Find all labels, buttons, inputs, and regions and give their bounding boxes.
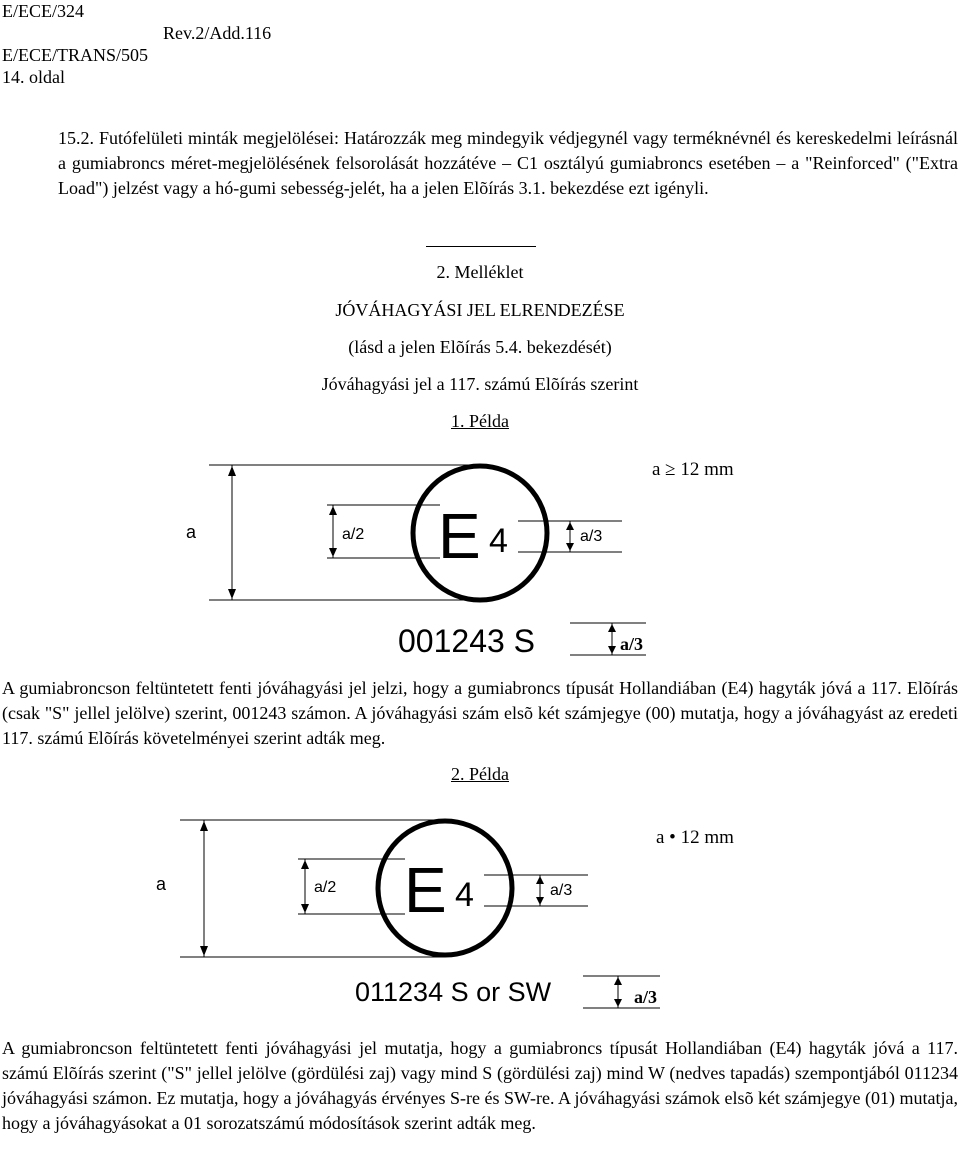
dim-half-label: a/2 <box>314 879 337 896</box>
arrow-up-icon <box>566 522 574 530</box>
arrow-down-icon <box>228 589 236 599</box>
num-dim-label: a/3 <box>620 634 644 654</box>
arrow-down-icon <box>200 946 208 956</box>
example1-approval-mark <box>0 440 960 670</box>
arrow-up-icon <box>329 506 337 515</box>
example1-description: A gumiabroncson feltüntetett fenti jóváhagyási jel jelzi, hogy a gumiabroncs típusát Hollandiában (E4) hagyták jóvá a 117. Elõírás (csak "S" jellel jelölve) szerint, 001243 számon. A jóváhagyási szám elsõ két számjegye (00) mutatja, hogy a jóváhagyást az eredeti 117. számú Elõírás követelményei szerint adták meg. <box>2 678 958 748</box>
arrow-down-icon <box>301 904 309 913</box>
arrow-up-icon <box>200 821 208 831</box>
annex-subtitle: Jóváhagyási jel a 117. számú Elõírás szerint <box>321 374 639 394</box>
arrow-down-icon <box>329 548 337 557</box>
arrow-up-icon <box>536 876 544 884</box>
separator-line <box>426 246 536 247</box>
mark-country-number: 4 <box>455 876 474 914</box>
example2-description: A gumiabroncson feltüntetett fenti jóváhagyási jel mutatja, hogy a gumiabroncs típusát Hollandiában (E4) hagyták jóvá a 117. számú Elõírás szerint ("S" jellel jelölve (gördülési zaj) vagy mind S (gördülési zaj) mind W (nedves tapadás) szempontjából 011234 jóváhagyási számon. Ez mutatja, hogy a jóváhagyás érvényes S-re és SW-re. A jóváhagyási számok elsõ két számjegye (01) mutatja, hogy a jóváhagyásokat a 01 sorozatszámú módosítások szerint adták meg. <box>2 1038 958 1133</box>
mark-country-number: 4 <box>489 522 508 560</box>
approval-number: 011234 S or SW <box>355 977 552 1007</box>
dim-half-label: a/2 <box>342 526 365 543</box>
dim-third-label: a/3 <box>550 882 573 899</box>
page-label: 14. oldal <box>2 67 65 87</box>
arrow-up-icon <box>608 624 616 632</box>
annex-reference: (lásd a jelen Elõírás 5.4. bekezdését) <box>348 337 612 357</box>
size-note: a ≥ 12 mm <box>652 459 734 480</box>
annex-heading: JÓVÁHAGYÁSI JEL ELRENDEZÉSE <box>335 300 625 320</box>
mark-letter-e: E <box>438 500 481 572</box>
arrow-up-icon <box>228 466 236 476</box>
doc-code: E/ECE/324 <box>2 1 84 21</box>
dim-third-label: a/3 <box>580 528 603 545</box>
num-dim-label: a/3 <box>634 987 658 1007</box>
arrow-down-icon <box>566 543 574 551</box>
example1-title: 1. Példa <box>451 411 509 431</box>
revision-code: Rev.2/Add.116 <box>163 23 272 43</box>
dim-a-label: a <box>186 522 197 542</box>
dim-a-label: a <box>156 874 167 894</box>
size-note: a • 12 mm <box>656 827 734 848</box>
arrow-up-icon <box>301 860 309 869</box>
arrow-up-icon <box>614 977 622 985</box>
arrow-down-icon <box>536 897 544 905</box>
trans-code: E/ECE/TRANS/505 <box>2 45 149 65</box>
paragraph-15-2: 15.2. Futófelületi minták megjelölései: Határozzák meg mindegyik védjegynél vagy terméknévnél és kereskedelmi leírásnál a gumiabroncs méret-megjelölésének felsorolását hozzátéve – C1 osztályú gumiabroncs esetében – a "Reinforced" ("Extra Load") jelzést vagy a hó-gumi sebesség-jelét, ha a jelen Elõírás 3.1. bekezdése ezt igényli. <box>58 128 958 198</box>
annex-title: 2. Melléklet <box>436 262 524 282</box>
example2-approval-mark <box>0 800 960 1025</box>
approval-number: 001243 S <box>398 623 536 659</box>
arrow-down-icon <box>608 646 616 654</box>
mark-letter-e: E <box>404 854 447 926</box>
example2-title: 2. Példa <box>451 764 509 784</box>
arrow-down-icon <box>614 999 622 1007</box>
